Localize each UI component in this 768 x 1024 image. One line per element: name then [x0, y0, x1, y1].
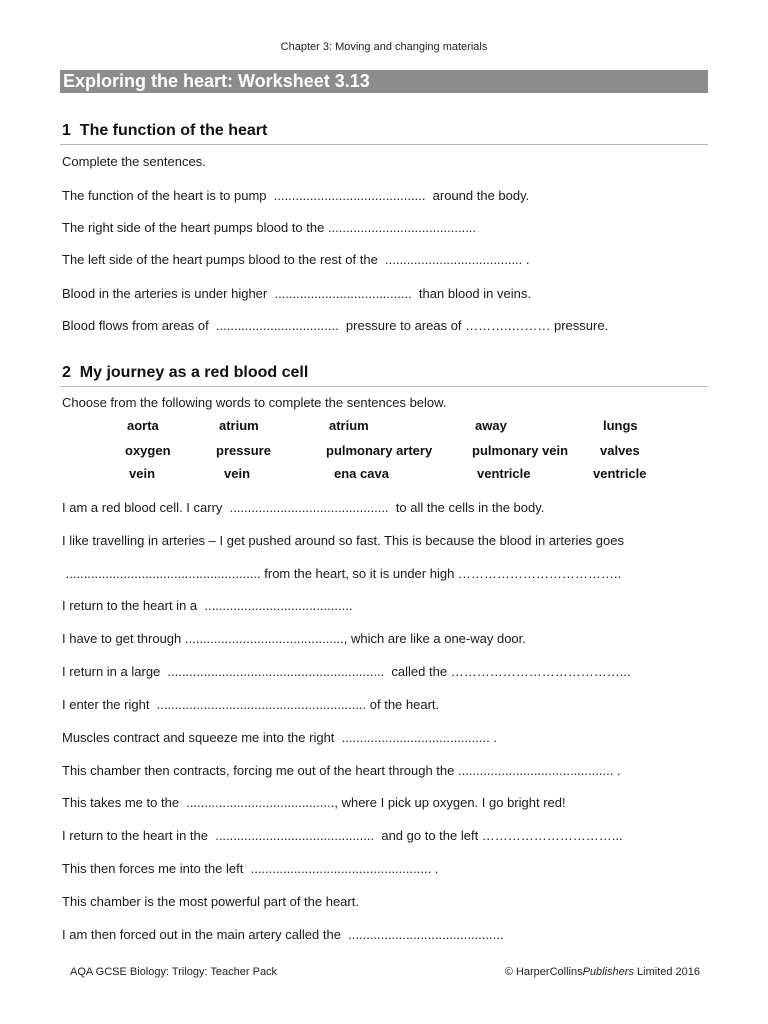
sentence-line: This chamber then contracts, forcing me out of the heart through the ........................................... . — [62, 763, 621, 778]
sentence-line: Muscles contract and squeeze me into the right ......................................... . — [62, 730, 497, 745]
word-bank-item: aorta — [127, 418, 159, 433]
word-bank-item: vein — [224, 466, 251, 481]
worksheet-title-bar — [60, 70, 708, 93]
footer-publication: AQA GCSE Biology: Trilogy: Teacher Pack — [70, 966, 278, 978]
word-bank-item: pulmonary vein — [472, 443, 569, 458]
section-1-divider — [60, 144, 708, 145]
sentence-line: ...................................................... from the heart, so it is under high ……………………………….. — [62, 566, 622, 581]
sentence-line: The function of the heart is to pump .......................................... around the body. — [62, 188, 530, 203]
section-1-heading: 1 The function of the heart — [62, 122, 268, 139]
sentence-line: This chamber is the most powerful part of the heart. — [62, 894, 359, 909]
sentence-line: I am a red blood cell. I carry ............................................ to all the cells in the body. — [62, 500, 545, 515]
word-bank-item: lungs — [603, 418, 638, 433]
sentence-line: This takes me to the ........................................., where I pick up oxygen. I go bright red! — [62, 795, 566, 810]
sentence-line: Blood flows from areas of .................................. pressure to areas of ………..……… pressure. — [62, 318, 609, 333]
footer-copyright-prefix: © HarperCollins — [504, 966, 583, 978]
word-bank-item: pressure — [216, 443, 271, 458]
word-bank-item: ventricle — [477, 466, 531, 481]
word-bank-item: oxygen — [125, 443, 171, 458]
word-bank-item: valves — [600, 443, 640, 458]
chapter-header: Chapter 3: Moving and changing materials — [280, 41, 488, 53]
sentence-line: Blood in the arteries is under higher ...................................... than blood in veins. — [62, 286, 531, 301]
sentence-line: I am then forced out in the main artery called the ........................................... — [62, 927, 504, 942]
word-bank-item: ventricle — [593, 466, 647, 481]
sentence-line: I have to get through ............................................, which are like a one-way door. — [62, 631, 526, 646]
sentence-line: The left side of the heart pumps blood to the rest of the ...................................... . — [62, 252, 530, 267]
section-1-instruction: Complete the sentences. — [62, 154, 206, 169]
footer-copyright — [505, 966, 700, 978]
section-2-instruction: Choose from the following words to complete the sentences below. — [62, 395, 447, 410]
sentence-line: I like travelling in arteries – I get pushed around so fast. This is because the blood in arteries goes — [62, 533, 624, 548]
sentence-line: I enter the right .......................................................... of the heart. — [62, 697, 440, 712]
footer-copyright-suffix: Limited 2016 — [633, 966, 700, 978]
sentence-line: I return in a large ............................................................ called the …………………………………... — [62, 664, 631, 679]
word-bank-item: vein — [129, 466, 156, 481]
word-bank-item: ena cava — [334, 466, 389, 481]
word-bank-item: away — [475, 418, 507, 433]
sentence-line: The right side of the heart pumps blood to the ......................................... — [62, 220, 477, 235]
section-2-heading: 2 My journey as a red blood cell — [62, 364, 309, 381]
word-bank-item: atrium — [219, 418, 259, 433]
section-2-divider — [60, 386, 708, 387]
word-bank-item: atrium — [329, 418, 369, 433]
word-bank-item: pulmonary artery — [326, 443, 433, 458]
sentence-line: I return to the heart in the ............................................ and go to the left …………………………... — [62, 828, 623, 843]
sentence-line: This then forces me into the left .................................................. . — [62, 861, 439, 876]
sentence-line: I return to the heart in a ......................................... — [62, 598, 353, 613]
worksheet-title: Exploring the heart: Worksheet 3.13 — [63, 71, 370, 91]
footer-copyright-italic: Publishers — [582, 966, 634, 978]
